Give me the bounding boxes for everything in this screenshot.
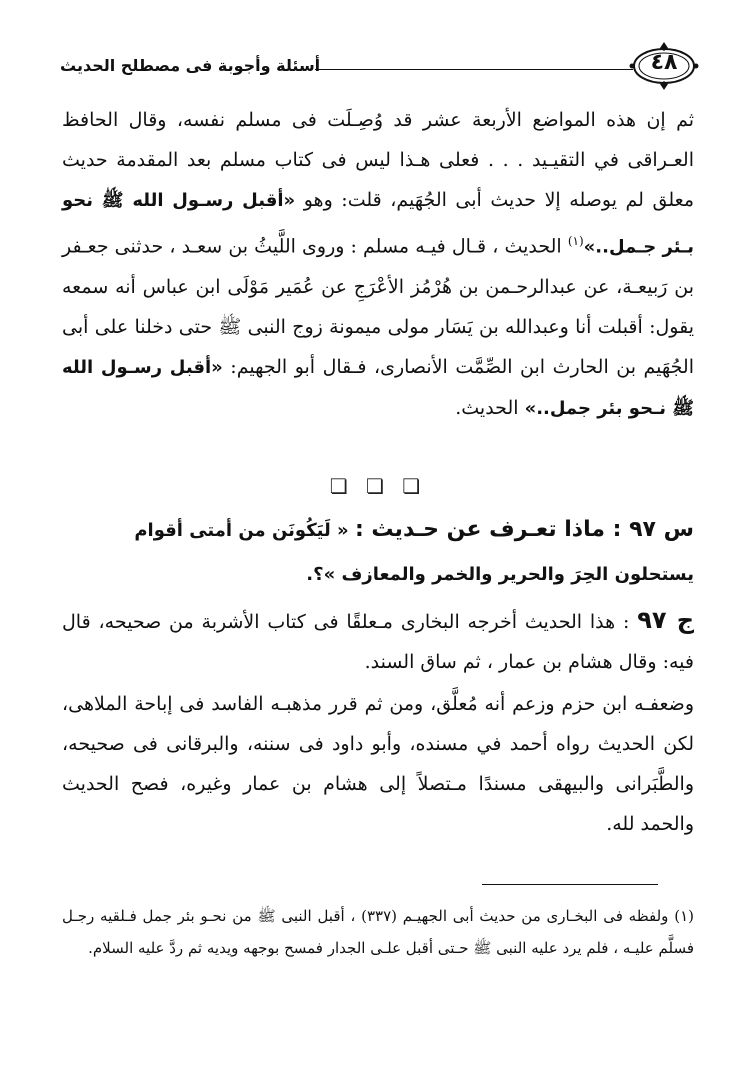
running-title: أسئلة وأجوبة فى مصطلح الحديث [60, 56, 321, 75]
page-number-badge [628, 36, 700, 96]
hadith-quote-1: «أقبل رسـول الله ﷺ نحو بـئر جـمل..» [62, 190, 694, 258]
page-number: ٤٨ [650, 50, 678, 75]
section-separator: ❏ ❏ ❏ [329, 474, 427, 498]
hadith-quote-2: «أقبل رسـول الله ﷺ نـحو بئر جمل..» [62, 357, 694, 420]
question-text: « لَيَكُونَن من أمتى أقوام يستحلون الحِرَ والحرير والخمر والمعازف »؟. [134, 520, 694, 585]
question-97 [62, 508, 694, 597]
page-header [60, 36, 700, 96]
paragraph-1-text-a: ثم إن هذه المواضع الأربعة عشر قد وُصِـلَت فى مسلم نفسه، وقال الحافظ العـراقى في التقيـيد . . . فعلى هـذا ليس فى كتاب مسلم بعد المقدمة حديث معلق لم يوصله إلا حديث أبى الجُهَيم، قلت: وهو [62, 109, 694, 211]
footnote-rule [482, 884, 658, 885]
footnote-1: (١) ولفظه فى البخـارى من حديث أبى الجهيـم (٣٣٧) ، أقبل النبى ﷺ من نحـو بئر جمل فـلقيه رجـل فسلَّم عليـه ، فلم يرد عليه النبى ﷺ حـتى أقبل علـى الجدار فمسح بوجهه ويديه ثم ردَّ عليه السلام. [62, 907, 694, 957]
footnote-reference[interactable]: (١) [567, 234, 584, 248]
answer-label: ج ٩٧ [637, 606, 694, 634]
paragraph-3: وضعفـه ابن حزم وزعم أنه مُعلَّق، ومن ثم قرر مذهبـه الفاسد فى إباحة الملاهى، لكن الحديث رواه أحمد في مسنده، وأبو داود فى سننه، والبرقانى فى صحيحه، والطَّبَرانى والبيهقى مسندًا مـتصلاً إلى هشام بن عمار وغيره، فصح الحديث والحمد لله. [62, 693, 694, 835]
answer-97 [62, 600, 694, 682]
paragraph-1-text-c: الحديث. [455, 397, 525, 420]
question-label: س ٩٧ : ماذا تعـرف عن حـديث : [354, 517, 694, 542]
header-rule [315, 69, 633, 70]
paragraph-1-text-b: الحديث ، قـال فيـه مسلم : وروى اللَّيثُ بن سعـد ، حدثنى جعـفر بن رَبيعـة، عن عبدالرحـمن بن هُرْمُز الأعْرَجِ عن عُمَير مَوْلَى ابن عباس أنه سمعه يقول: أقبلت أنا وعبدالله بن يَسَار مولى ميمونة زوج النبى ﷺ حتى دخلنا على أبى الجُهَيم بن الحارث ابن الصِّمَّت الأنصارى، فـقال أبو الجهيم: [62, 235, 694, 379]
paragraph-1 [62, 100, 694, 429]
answer-text: : هذا الحديث أخرجه البخارى مـعلقًا فى كتاب الأشربة من صحيحه، قال فيه: وقال هشام بن عمار ، ثم ساق السند. [62, 611, 694, 673]
